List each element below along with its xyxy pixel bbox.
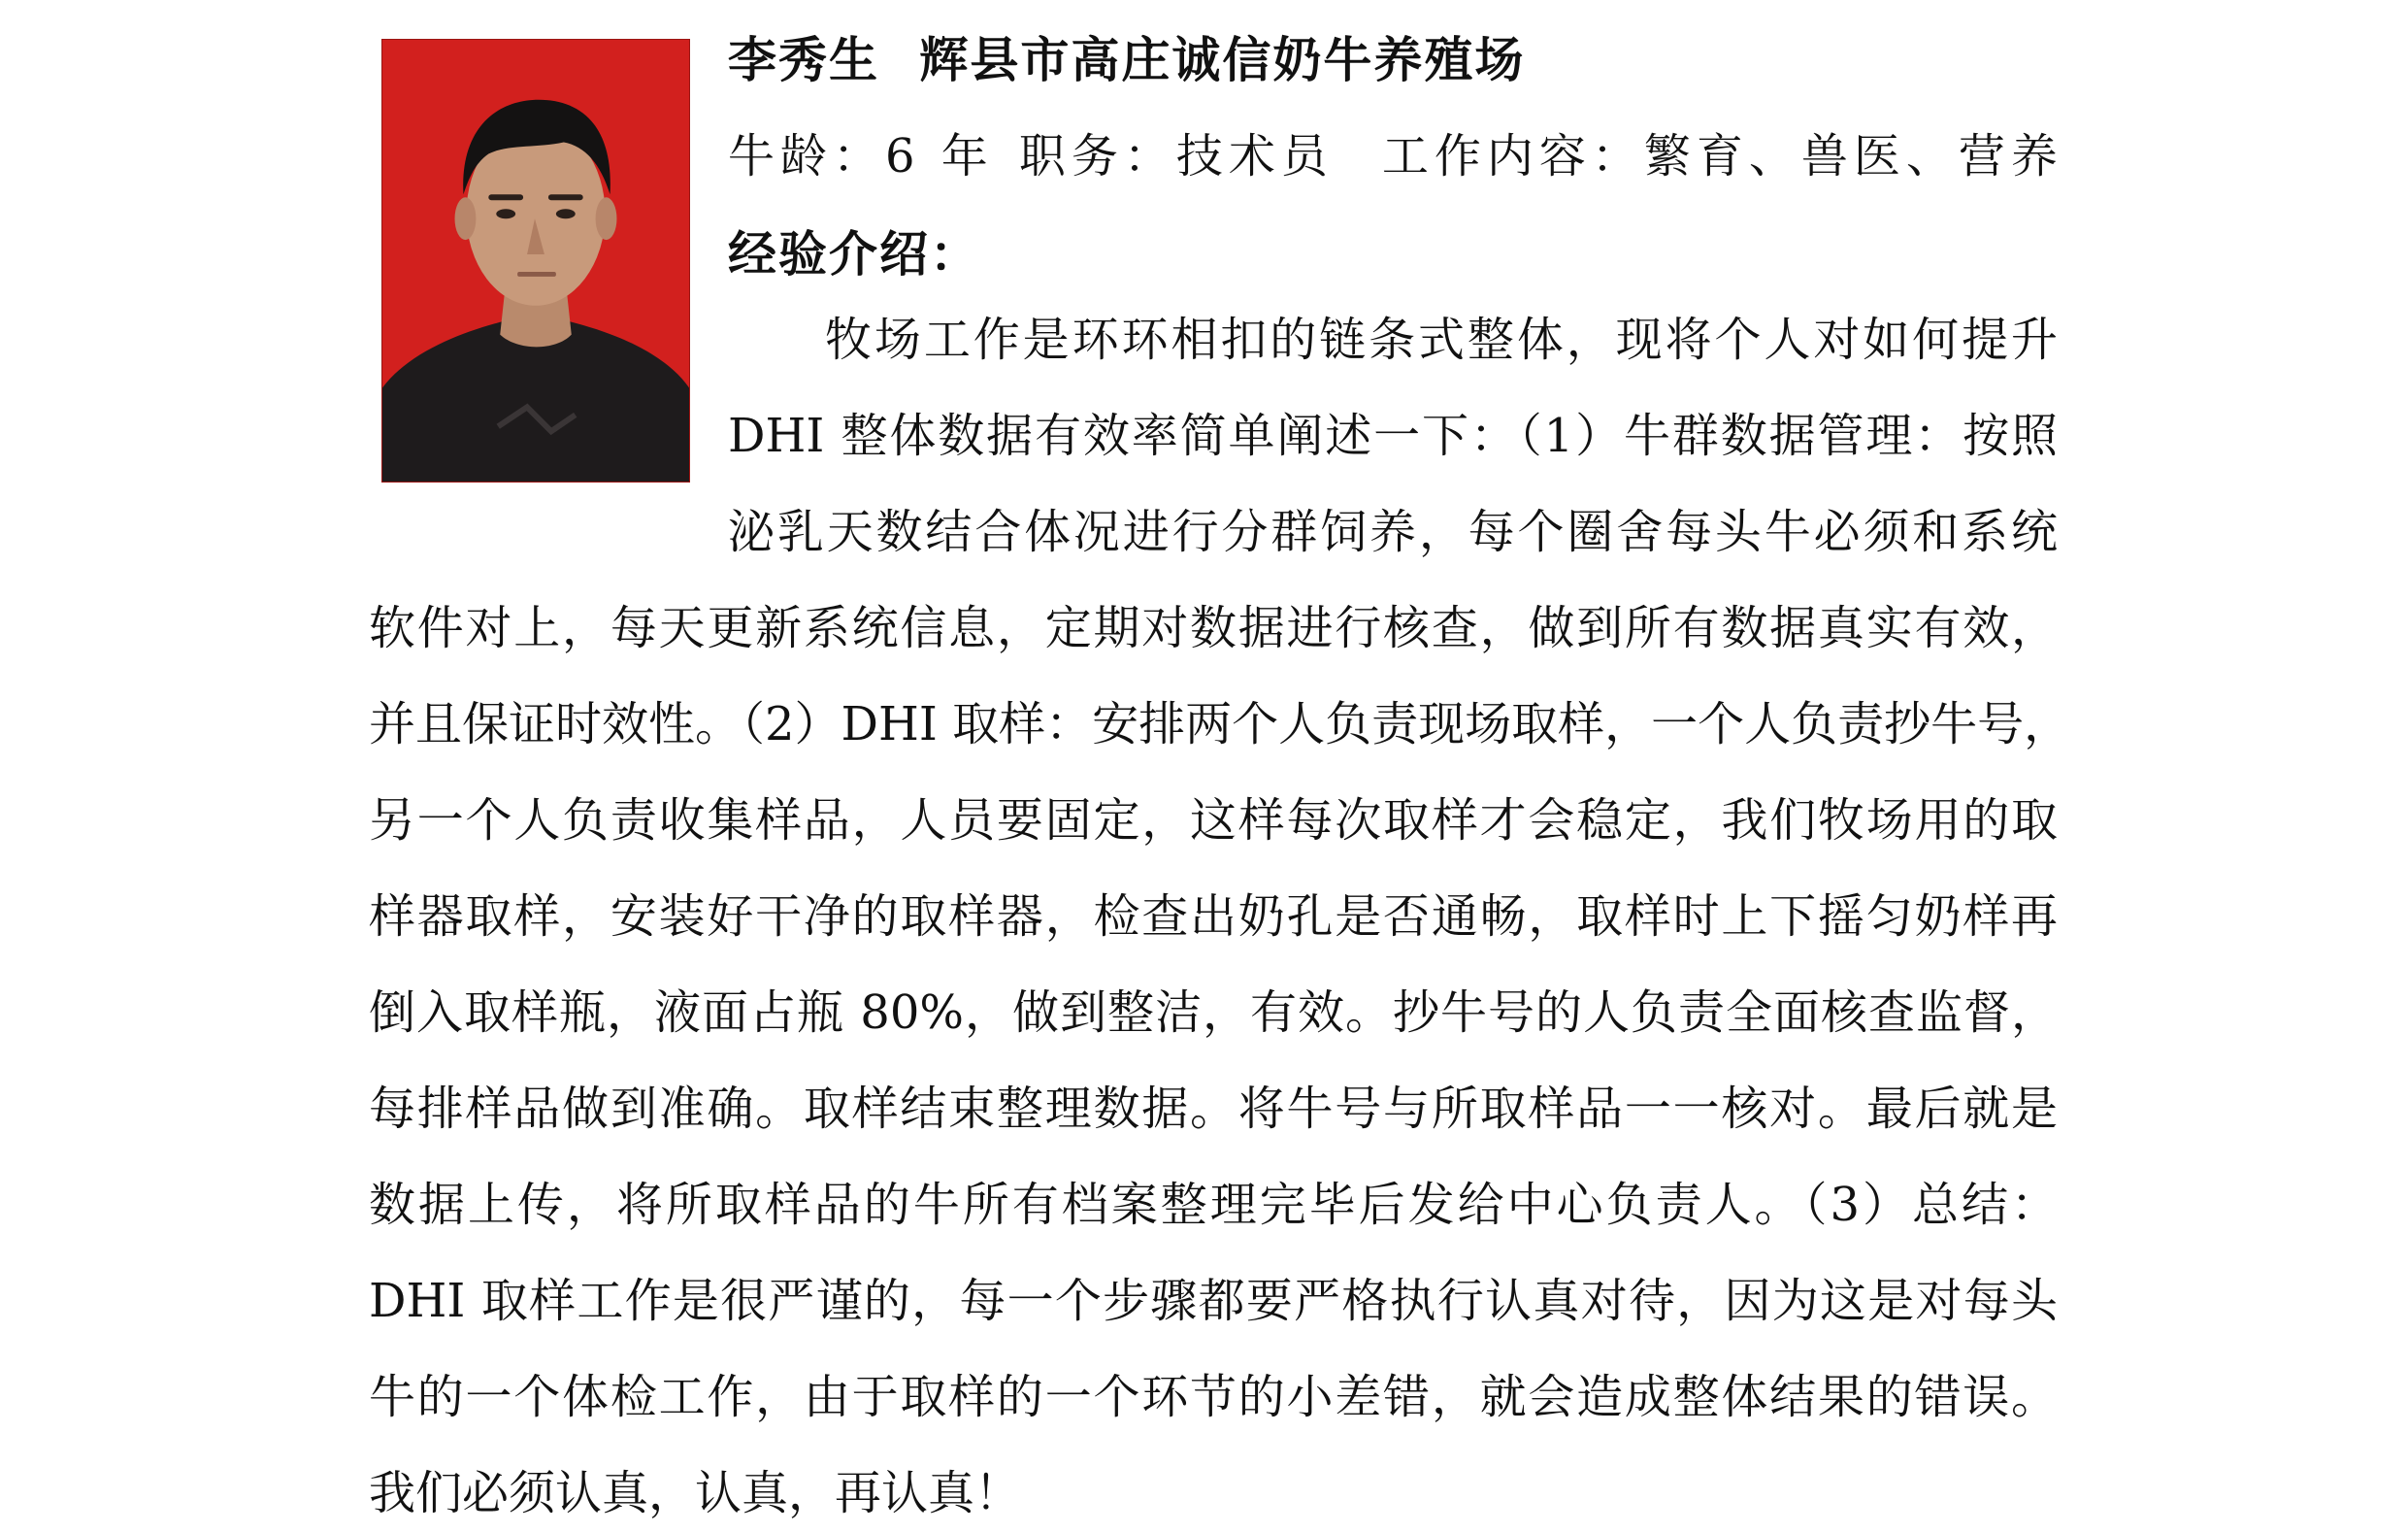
body-line: 每排样品做到准确。取样结束整理数据。将牛号与所取样品一一核对。最后就是 <box>369 1082 2058 1136</box>
body-line: 泌乳天数结合体况进行分群饲养，每个圈舍每头牛必须和系统 <box>728 505 2058 559</box>
job-position: 职务：技术员 <box>1018 129 1334 183</box>
experience-heading: 经验介绍： <box>728 225 980 283</box>
work-content: 工作内容：繁育、兽医、营养 <box>1381 129 2063 183</box>
farm-name: 辉县市高庄诚信奶牛养殖场 <box>919 31 1526 88</box>
body-line: 我们必须认真，认真，再认真！ <box>369 1466 1022 1520</box>
body-line: 倒入取样瓶，液面占瓶 80%，做到整洁，有效。抄牛号的人负责全面核查监督， <box>369 985 2058 1040</box>
body-line: 软件对上，每天更新系统信息，定期对数据进行核查，做到所有数据真实有效， <box>369 601 2058 655</box>
person-name: 李秀生 <box>728 31 879 88</box>
body-line: 牛的一个体检工作，由于取样的一个环节的小差错，就会造成整体结果的错误。 <box>369 1370 2058 1424</box>
body-line: DHI 取样工作是很严谨的，每一个步骤都要严格执行认真对待，因为这是对每头 <box>369 1274 2058 1328</box>
profile-meta-line <box>728 118 2063 185</box>
person-portrait-icon <box>382 40 689 482</box>
body-line: 并且保证时效性。（2）DHI 取样：安排两个人负责现场取样，一个人负责抄牛号， <box>369 697 2071 751</box>
profile-name-line <box>728 21 1525 91</box>
body-line: 另一个人负责收集样品，人员要固定，这样每次取样才会稳定，我们牧场用的取 <box>369 793 2058 848</box>
body-line: 数据上传，将所取样品的牛所有档案整理完毕后发给中心负责人。（3）总结： <box>369 1178 2058 1232</box>
portrait-photo <box>381 39 690 483</box>
cattle-age: 牛龄：6 年 <box>728 129 994 183</box>
body-line: 样器取样，安装好干净的取样器，检查出奶孔是否通畅，取样时上下摇匀奶样再 <box>369 889 2058 944</box>
body-line: 牧场工作是环环相扣的链条式整体，现将个人对如何提升 <box>825 313 2058 367</box>
body-line: DHI 整体数据有效率简单阐述一下：（1）牛群数据管理：按照 <box>728 409 2058 463</box>
